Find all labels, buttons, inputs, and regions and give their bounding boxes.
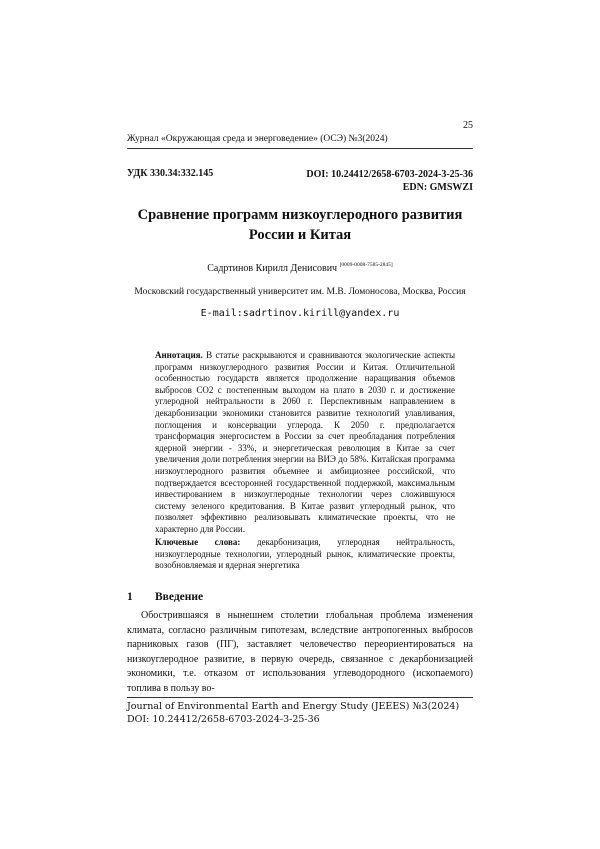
doi-block	[306, 168, 473, 194]
author-email[interactable]: E-mail:sadrtinov.kirill@yandex.ru	[200, 308, 400, 319]
author	[0, 262, 600, 274]
keywords-text: декарбонизация, углеродная нейтральность, низкоуглеродные технологии, углеродный рынок, климатические проекты, возобновляемая и ядерная энергетика	[155, 537, 455, 571]
journal-header: Журнал «Окружающая среда и энерговедение» (ОСЭ) №3(2024)	[127, 134, 388, 144]
footer-journal: Journal of Environmental Earth and Energy Study (JEEES) №3(2024)	[127, 701, 460, 712]
abstract-label: Аннотация.	[155, 350, 203, 360]
abstract	[155, 350, 455, 536]
section-title: Введение	[155, 591, 204, 603]
header-divider	[127, 148, 473, 149]
udk-code: УДК 330.34:332.145	[127, 168, 214, 179]
footer-doi: DOI: 10.24412/2658-6703-2024-3-25-36	[127, 713, 320, 725]
author-name: Садртинов Кирилл Денисович	[207, 263, 338, 274]
article-title	[0, 205, 600, 245]
author-orcid[interactable]: [0009-0008-7585-2845]	[339, 262, 393, 268]
section-number: 1	[127, 591, 133, 603]
keywords	[155, 537, 455, 572]
abstract-text: В статье раскрываются и сравниваются экологические аспекты программ низкоуглеродного развития России и Китая. Отличительной особенностью государств является продолжение наращивания объемов выбросов СО2 с постепенным выходом на плато в 2030 г. и достижение углеродной нейтральности в 2060 г. Перспективным направлением в декарбонизации экономики становится развитие технологий улавливания, поглощения и консервации углерода. К 2050 г. предполагается трансформация энергосистем в России за счет преобладания потребления ядерной энергии - 33%, и энергетическая революция в Китае за счет увеличения доли потребления энергии на ВИЭ до 58%. Китайская программа низкоуглеродного развития объемнее и амбициознее российской, что подтверждается всесторонней государственной поддержкой, максимальным инвестированием в низкоуглеродные технологии через сложившуюся систему зеленого кредитования. В Китае развит углеродный рынок, что позволяет эффективно реализовывать климатические проекты, что не характерно для России.	[155, 350, 455, 534]
title-line-1: Сравнение программ низкоуглеродного развития	[137, 207, 463, 223]
doi-link[interactable]: DOI: 10.24412/2658-6703-2024-3-25-36	[306, 169, 473, 180]
page-number: 25	[463, 120, 473, 131]
footer-divider	[127, 697, 473, 698]
keywords-label: Ключевые слова:	[155, 537, 241, 547]
edn-code: EDN: GMSWZI	[402, 182, 473, 193]
page-footer	[127, 701, 459, 726]
body-paragraph: Обострившаяся в нынешнем столетии глобальная проблема изменения климата, согласно различным гипотезам, вследствие антропогенных выбросов парниковых газов (ПГ), заставляет человечество переориентироваться на низкоуглеродное развитие, в первую очередь, связанное с декарбонизацией экономики, т.е. отказом от использования углеводородного (ископаемого) топлива в пользу во-	[127, 610, 473, 694]
affiliation: Московский государственный университет им. М.В. Ломоносова, Москва, Россия	[134, 287, 466, 297]
title-line-2: России и Китая	[248, 227, 352, 243]
